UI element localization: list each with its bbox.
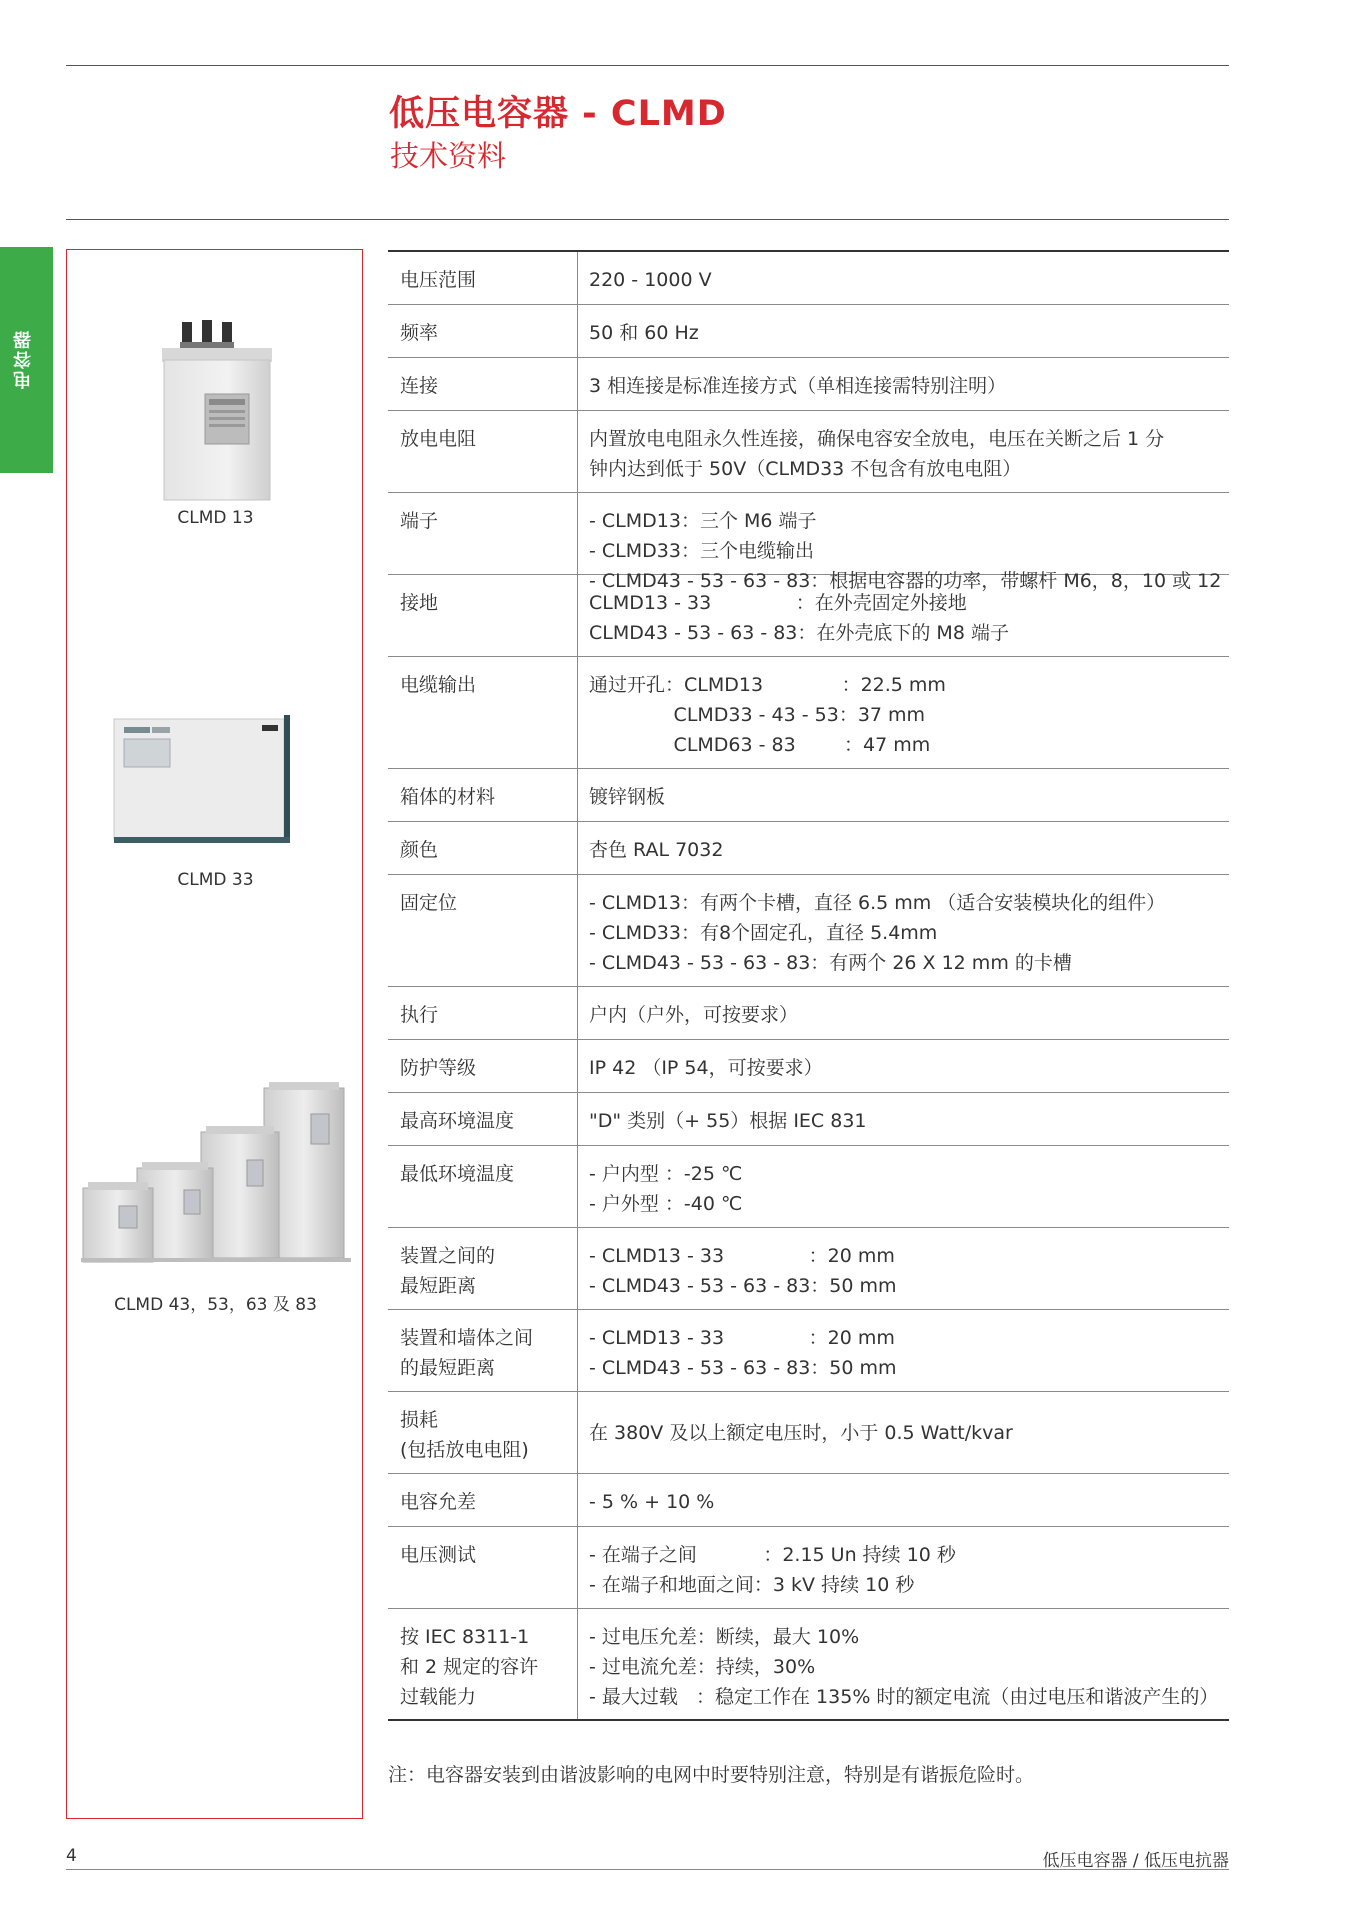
spec-row (388, 305, 1229, 358)
spec-label (388, 1474, 578, 1526)
clmd13-photo (142, 316, 302, 506)
photo-caption: CLMD 13 (177, 508, 254, 528)
spec-value-line: - 在端子之间 ：2.15 Un 持续 10 秒 (589, 1544, 956, 1566)
spec-value-line: 在 380V 及以上额定电压时，小于 0.5 Watt/kvar (589, 1421, 1013, 1444)
spec-row (388, 1527, 1229, 1609)
spec-value (578, 1392, 1229, 1473)
spec-value (578, 1609, 1229, 1719)
spec-row (388, 411, 1229, 493)
spec-row (388, 1392, 1229, 1474)
page-title: 低压电容器 - CLMD (389, 94, 727, 134)
spec-label-line: 防护等级 (400, 1057, 477, 1079)
photo-caption: CLMD 43，53，63 及 83 (114, 1295, 317, 1315)
spec-value-line: 220 - 1000 V (589, 269, 712, 291)
page-subtitle: 技术资料 (390, 139, 507, 173)
spec-label-line: 过载能力 (400, 1686, 477, 1708)
spec-label-line: 电压测试 (400, 1544, 477, 1566)
spec-label (388, 657, 578, 768)
spec-value (578, 657, 1229, 768)
clmd43-83-photo (79, 1080, 354, 1270)
spec-label-line: 电容允差 (400, 1491, 477, 1513)
spec-row (388, 769, 1229, 822)
spec-value-line: - CLMD43 - 53 - 63 - 83：根据电容器的功率，带螺杆 M6，8，10 或 12 (589, 570, 1222, 592)
spec-value (578, 252, 1229, 304)
spec-label (388, 875, 578, 986)
spec-label-line: 最高环境温度 (400, 1110, 515, 1132)
spec-value (578, 1474, 1229, 1526)
clmd33-photo (112, 715, 297, 850)
spec-label-line: 装置之间的 (400, 1245, 496, 1267)
spec-value (578, 1040, 1229, 1092)
spec-value-line: - CLMD33：有8个固定孔，直径 5.4mm (589, 922, 938, 944)
spec-label (388, 1040, 578, 1092)
spec-label-line: 装置和墙体之间 (400, 1327, 534, 1349)
spec-row (388, 1228, 1229, 1310)
spec-row (388, 657, 1229, 769)
spec-value-line: - CLMD13：三个 M6 端子 (589, 510, 817, 532)
spec-label-line: (包括放电电阻) (400, 1439, 529, 1461)
spec-row (388, 1146, 1229, 1228)
spec-label (388, 411, 578, 492)
spec-label (388, 987, 578, 1039)
spec-value-line: CLMD63 - 83 ：47 mm (589, 734, 931, 756)
spec-label-line: 颜色 (400, 839, 439, 861)
spec-label (388, 1146, 578, 1227)
spec-value-line: - 户外型 ：-40 ℃ (589, 1193, 743, 1215)
spec-label (388, 1609, 578, 1719)
spec-value-line: 钟内达到低于 50V（CLMD33 不包含有放电电阻） (589, 458, 1022, 480)
spec-value (578, 1527, 1229, 1608)
spec-label-line: 放电电阻 (400, 428, 477, 450)
spec-value-line: 户内（户外，可按要求） (589, 1004, 799, 1026)
spec-label-line: 最低环境温度 (400, 1163, 515, 1185)
spec-label-line: 接地 (400, 592, 439, 614)
spec-row (388, 1310, 1229, 1392)
spec-value (578, 1228, 1229, 1309)
spec-value-line: - 过电流允差：持续，30% (589, 1656, 816, 1678)
spec-label (388, 769, 578, 821)
spec-value (578, 493, 1229, 592)
spec-value-line: - CLMD13：有两个卡槽，直径 6.5 mm （适合安装模块化的组件） (589, 892, 1166, 914)
spec-value-line: - CLMD43 - 53 - 63 - 83：有两个 26 X 12 mm 的卡槽 (589, 952, 1072, 974)
spec-value-line: CLMD13 - 33 ：在外壳固定外接地 (589, 592, 967, 614)
spec-value-line: 50 和 60 Hz (589, 322, 699, 344)
spec-value (578, 875, 1229, 986)
spec-table (388, 250, 1229, 1721)
section-side-tab[interactable] (0, 247, 53, 473)
spec-row (388, 1093, 1229, 1146)
spec-value-line: 通过开孔：CLMD13 ：22.5 mm (589, 674, 946, 696)
spec-label (388, 358, 578, 410)
spec-value (578, 575, 1229, 656)
spec-value (578, 1310, 1229, 1391)
spec-value-line: CLMD33 - 43 - 53：37 mm (589, 704, 926, 726)
spec-value-line: - 过电压允差：断续，最大 10% (589, 1626, 860, 1648)
spec-value-line: - CLMD43 - 53 - 63 - 83：50 mm (589, 1275, 897, 1297)
side-tab-label: 电容器 (13, 329, 34, 389)
spec-label (388, 1228, 578, 1309)
spec-row (388, 1040, 1229, 1093)
spec-row (388, 822, 1229, 875)
spec-label-line: 损耗 (400, 1409, 439, 1431)
spec-value-line: 3 相连接是标准连接方式（单相连接需特别注明） (589, 375, 1007, 397)
footnote: 注：电容器安装到由谐波影响的电网中时要特别注意，特别是有谐振危险时。 (388, 1764, 1035, 1786)
spec-value-line: - 5 % + 10 % (589, 1491, 715, 1513)
header-rule (66, 219, 1229, 220)
spec-label-line: 电压范围 (400, 269, 477, 291)
spec-row (388, 875, 1229, 987)
spec-value-line: - 最大过载 ：稳定工作在 135% 时的额定电流（由过电压和谐波产生的） (589, 1686, 1219, 1708)
spec-row (388, 1609, 1229, 1721)
spec-value-line: - CLMD13 - 33 ：20 mm (589, 1245, 895, 1267)
spec-label (388, 1527, 578, 1608)
spec-row (388, 252, 1229, 305)
top-rule (66, 65, 1229, 66)
spec-label (388, 822, 578, 874)
spec-label-line: 端子 (400, 510, 439, 532)
spec-label-line: 频率 (400, 322, 439, 344)
spec-row (388, 358, 1229, 411)
spec-label-line: 和 2 规定的容许 (400, 1656, 539, 1678)
spec-value-line: IP 42 （IP 54，可按要求） (589, 1057, 823, 1079)
spec-label (388, 252, 578, 304)
spec-value-line: - CLMD33：三个电缆输出 (589, 540, 814, 562)
spec-label (388, 493, 578, 574)
spec-value-line: - 在端子和地面之间：3 kV 持续 10 秒 (589, 1574, 915, 1596)
spec-value-line: 杏色 RAL 7032 (589, 839, 724, 861)
spec-value (578, 822, 1229, 874)
spec-value (578, 1093, 1229, 1145)
spec-row (388, 1474, 1229, 1527)
spec-label-line: 按 IEC 8311-1 (400, 1626, 530, 1648)
spec-label-line: 执行 (400, 1004, 439, 1026)
product-photo-panel (66, 249, 363, 1819)
footer-section-title: 低压电容器 / 低压电抗器 (1042, 1851, 1229, 1871)
spec-value (578, 411, 1229, 492)
spec-label-line: 箱体的材料 (400, 786, 496, 808)
spec-value (578, 358, 1229, 410)
spec-label (388, 305, 578, 357)
spec-label (388, 575, 578, 656)
spec-label-line: 固定位 (400, 892, 458, 914)
spec-value (578, 987, 1229, 1039)
spec-value (578, 305, 1229, 357)
spec-row (388, 493, 1229, 592)
spec-label (388, 1392, 578, 1473)
spec-label (388, 1310, 578, 1391)
spec-label (388, 1093, 578, 1145)
spec-value-line: - 户内型 ：-25 ℃ (589, 1163, 743, 1185)
spec-value-line: - CLMD43 - 53 - 63 - 83：50 mm (589, 1357, 897, 1379)
page-number: 4 (66, 1846, 77, 1866)
spec-value-line: 镀锌钢板 (589, 786, 666, 808)
spec-value-line: CLMD43 - 53 - 63 - 83：在外壳底下的 M8 端子 (589, 622, 1009, 644)
spec-label-line: 连接 (400, 375, 439, 397)
spec-value (578, 769, 1229, 821)
spec-row (388, 575, 1229, 657)
spec-label-line: 的最短距离 (400, 1357, 496, 1379)
spec-row (388, 987, 1229, 1040)
spec-value-line: 内置放电电阻永久性连接，确保电容安全放电，电压在关断之后 1 分 (589, 428, 1165, 450)
spec-label-line: 电缆输出 (400, 674, 477, 696)
spec-value-line: "D" 类别（+ 55）根据 IEC 831 (589, 1110, 867, 1132)
spec-value-line: - CLMD13 - 33 ：20 mm (589, 1327, 895, 1349)
spec-value (578, 1146, 1229, 1227)
spec-label-line: 最短距离 (400, 1275, 477, 1297)
photo-caption: CLMD 33 (177, 870, 254, 890)
